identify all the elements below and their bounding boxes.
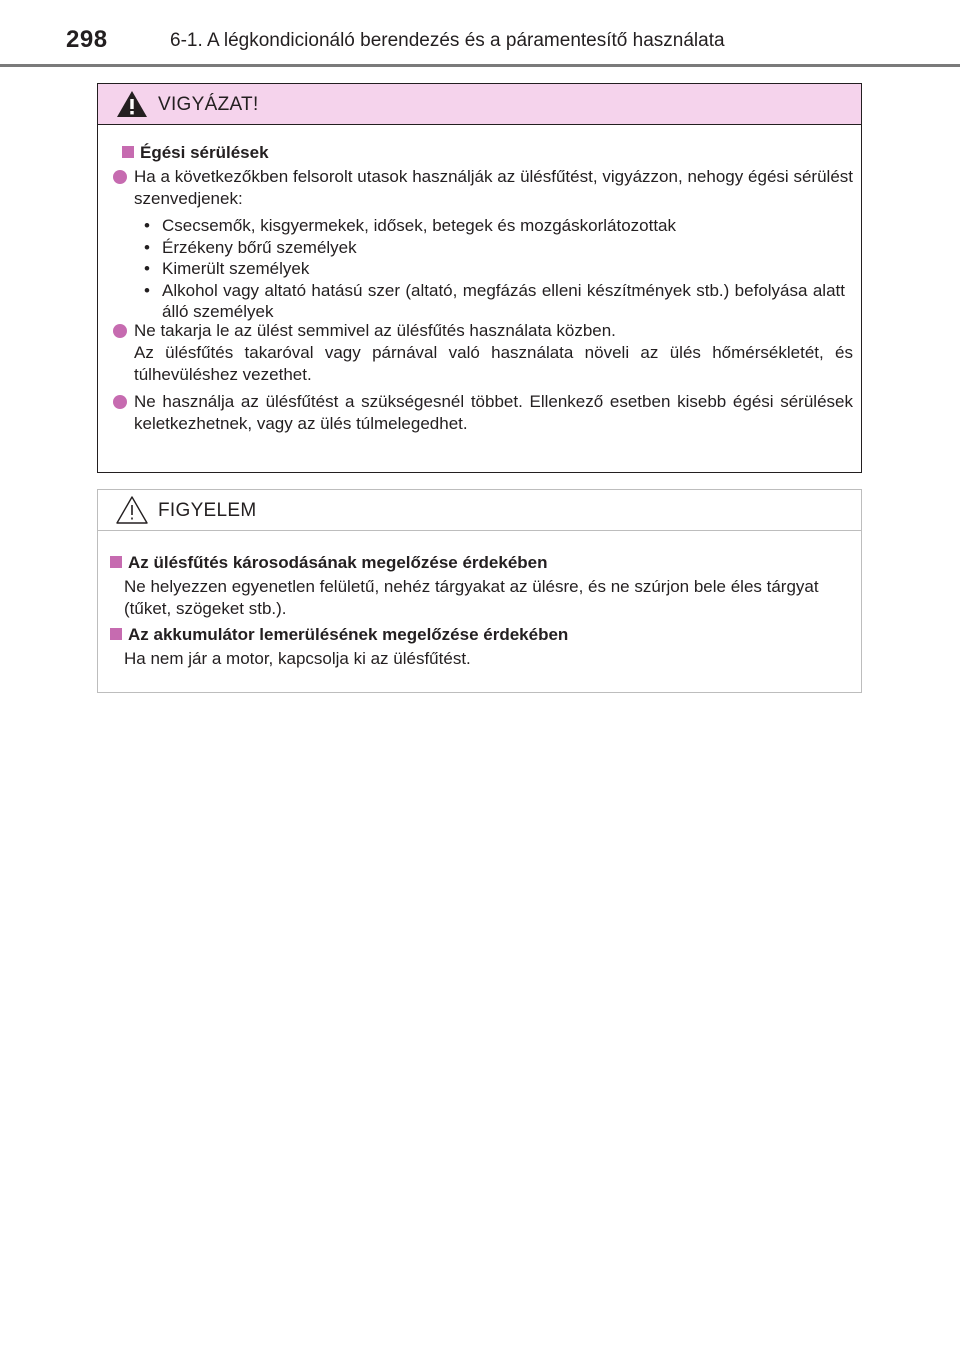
section-heading (122, 143, 269, 163)
list-item: • Csecsemők, kisgyermekek, idősek, betegek és mozgáskorlátozottak (142, 215, 845, 237)
notice-title: FIGYELEM (158, 500, 257, 521)
notice-box (97, 489, 862, 693)
round-bullet-icon (113, 395, 127, 409)
warning-title: VIGYÁZAT! (158, 94, 259, 115)
warning-box (97, 83, 862, 473)
notice-text: Ha nem jár a motor, kapcsolja ki az ülésfűtést. (124, 649, 471, 668)
notice-text: Ne helyezzen egyenetlen felületű, nehéz tárgyakat az ülésre, és ne szúrjon bele éles tárgyat (tűket, szögeket stb.). (124, 577, 819, 618)
section-heading (110, 625, 568, 645)
section-heading (110, 553, 548, 573)
round-bullet-icon (113, 324, 127, 338)
notice-header (98, 490, 861, 531)
section-heading-text: Az ülésfűtés károsodásának megelőzése érdekében (128, 553, 548, 572)
warning-item-text: Ne használja az ülésfűtést a szükségesnél többet. Ellenkező esetben kisebb égési sérülések keletkezhetnek, vagy az ülés túlmelegedhet. (134, 392, 853, 433)
warning-item-text: Ha a következőkben felsorolt utasok használják az ülésfűtést, vigyázzon, nehogy égési sérülést szenvedjenek: (134, 167, 853, 208)
square-bullet-icon (110, 628, 122, 640)
page-number: 298 (66, 26, 108, 53)
list-item: • Érzékeny bőrű személyek (142, 237, 845, 259)
warning-triangle-outline-icon (116, 495, 148, 525)
warning-header (98, 84, 861, 125)
section-heading-text: Az akkumulátor lemerülésének megelőzése érdekében (128, 625, 569, 644)
square-bullet-icon (110, 556, 122, 568)
bullet-list (142, 215, 845, 323)
warning-item-text: Ne takarja le az ülést semmivel az ülésfűtés használata közben. (134, 321, 616, 340)
list-item: • Kimerült személyek (142, 258, 845, 280)
section-heading-text: Égési sérülések (140, 143, 269, 162)
chapter-title: 6-1. A légkondicionáló berendezés és a páramentesítő használata (170, 30, 725, 51)
warning-triangle-icon (116, 89, 148, 119)
round-bullet-icon (113, 170, 127, 184)
warning-item (134, 320, 853, 386)
square-bullet-icon (122, 146, 134, 158)
page-header (0, 0, 960, 70)
header-divider (0, 64, 960, 67)
warning-item-text: Az ülésfűtés takaróval vagy párnával való használata növeli az ülés hőmérsékletét, és túlhevüléshez vezethet. (134, 343, 853, 384)
list-item: • Alkohol vagy altató hatású szer (altató, megfázás elleni készítmények stb.) befolyása alatt álló személyek (142, 280, 845, 323)
warning-item (134, 391, 853, 435)
warning-item (134, 166, 853, 210)
